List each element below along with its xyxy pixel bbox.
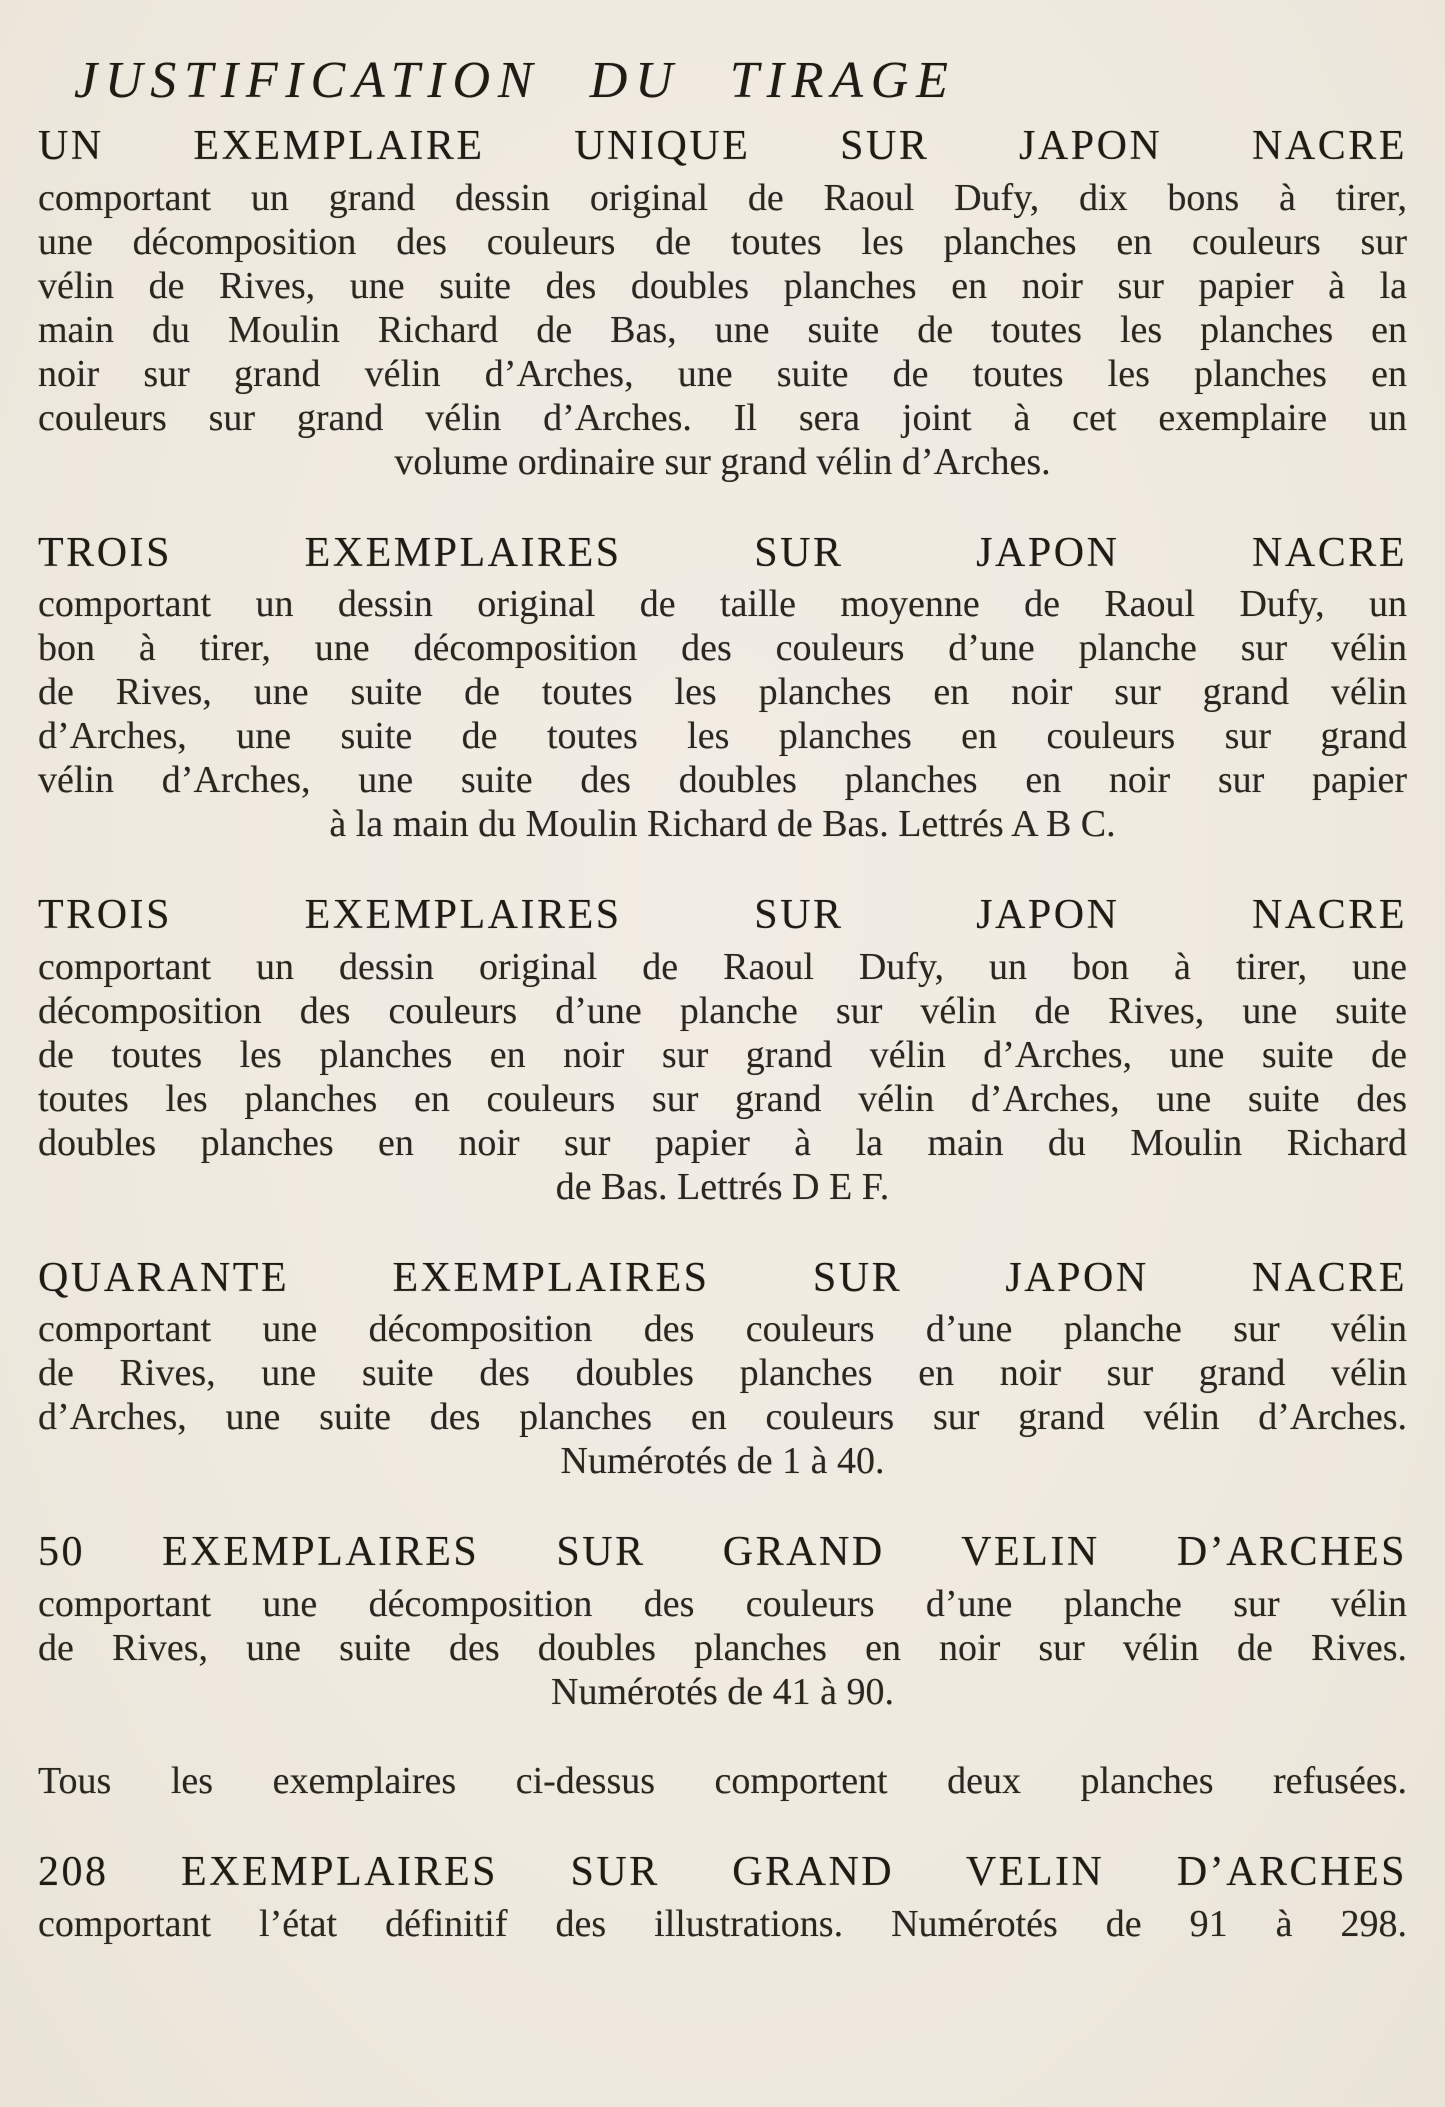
closing-line: à la main du Moulin Richard de Bas. Lettrés A B C. (329, 803, 1116, 846)
text-line: de Rives, une suite des doubles planches en noir sur grand vélin (38, 1352, 1407, 1395)
justification-sections (38, 122, 1407, 1945)
edition-heading: 208 EXEMPLAIRES SUR GRAND VELIN D’ARCHES (38, 1848, 1407, 1895)
text-line: comportant un grand dessin original de Raoul Dufy, dix bons à tirer, (38, 176, 1407, 219)
edition-description (38, 176, 1407, 484)
text-line: main du Moulin Richard de Bas, une suite de toutes les planches en (38, 308, 1407, 351)
text-line: couleurs sur grand vélin d’Arches. Il sera joint à cet exemplaire un (38, 396, 1407, 439)
text-line: bon à tirer, une décomposition des couleurs d’une planche sur vélin (38, 627, 1407, 670)
edition-heading: UN EXEMPLAIRE UNIQUE SUR JAPON NACRE (38, 123, 1407, 170)
text-line: de toutes les planches en noir sur grand vélin d’Arches, une suite de (38, 1033, 1407, 1076)
edition-heading: TROIS EXEMPLAIRES SUR JAPON NACRE (38, 892, 1407, 939)
edition-heading: TROIS EXEMPLAIRES SUR JAPON NACRE (38, 529, 1407, 576)
edition-description (38, 1759, 1407, 1803)
text-line: Tous les exemplaires ci-dessus comportent deux planches refusées. (38, 1759, 1407, 1802)
text-line: comportant l’état définitif des illustrations. Numérotés de 91 à 298. (38, 1902, 1407, 1945)
edition-description (38, 1307, 1407, 1483)
edition-section (38, 122, 1407, 484)
edition-section (38, 1759, 1407, 1803)
text-line: comportant un dessin original de taille moyenne de Raoul Dufy, un (38, 583, 1407, 626)
text-line: comportant une décomposition des couleurs d’une planche sur vélin (38, 1308, 1407, 1351)
closing-line: de Bas. Lettrés D E F. (555, 1165, 890, 1208)
text-line: décomposition des couleurs d’une planche sur vélin de Rives, une suite (38, 989, 1407, 1032)
text-line: de Rives, une suite de toutes les planches en noir sur grand vélin (38, 671, 1407, 714)
page-title: JUSTIFICATION DU TIRAGE (74, 52, 956, 109)
edition-section (38, 891, 1407, 1209)
text-line: d’Arches, une suite des planches en couleurs sur grand vélin d’Arches. (38, 1396, 1407, 1439)
edition-description (38, 945, 1407, 1209)
text-line: doubles planches en noir sur papier à la main du Moulin Richard (38, 1121, 1407, 1164)
edition-description (38, 1902, 1407, 1946)
closing-line: Numérotés de 1 à 40. (560, 1440, 885, 1483)
edition-heading: 50 EXEMPLAIRES SUR GRAND VELIN D’ARCHES (38, 1529, 1407, 1576)
closing-line: Numérotés de 41 à 90. (551, 1670, 894, 1713)
edition-description (38, 1582, 1407, 1714)
text-line: vélin de Rives, une suite des doubles planches en noir sur papier à la (38, 264, 1407, 307)
text-line: noir sur grand vélin d’Arches, une suite de toutes les planches en (38, 352, 1407, 395)
text-line: une décomposition des couleurs de toutes les planches en couleurs sur (38, 220, 1407, 263)
edition-heading: QUARANTE EXEMPLAIRES SUR JAPON NACRE (38, 1254, 1407, 1301)
edition-section (38, 1254, 1407, 1484)
edition-description (38, 582, 1407, 846)
edition-section (38, 529, 1407, 847)
text-line: de Rives, une suite des doubles planches en noir sur vélin de Rives. (38, 1626, 1407, 1669)
text-line: d’Arches, une suite de toutes les planches en couleurs sur grand (38, 715, 1407, 758)
closing-line: volume ordinaire sur grand vélin d’Arches. (394, 440, 1051, 483)
text-line: comportant une décomposition des couleurs d’une planche sur vélin (38, 1582, 1407, 1625)
text-line: toutes les planches en couleurs sur grand vélin d’Arches, une suite des (38, 1077, 1407, 1120)
text-line: vélin d’Arches, une suite des doubles planches en noir sur papier (38, 759, 1407, 802)
edition-section (38, 1528, 1407, 1714)
edition-section (38, 1848, 1407, 1946)
text-line: comportant un dessin original de Raoul Dufy, un bon à tirer, une (38, 945, 1407, 988)
